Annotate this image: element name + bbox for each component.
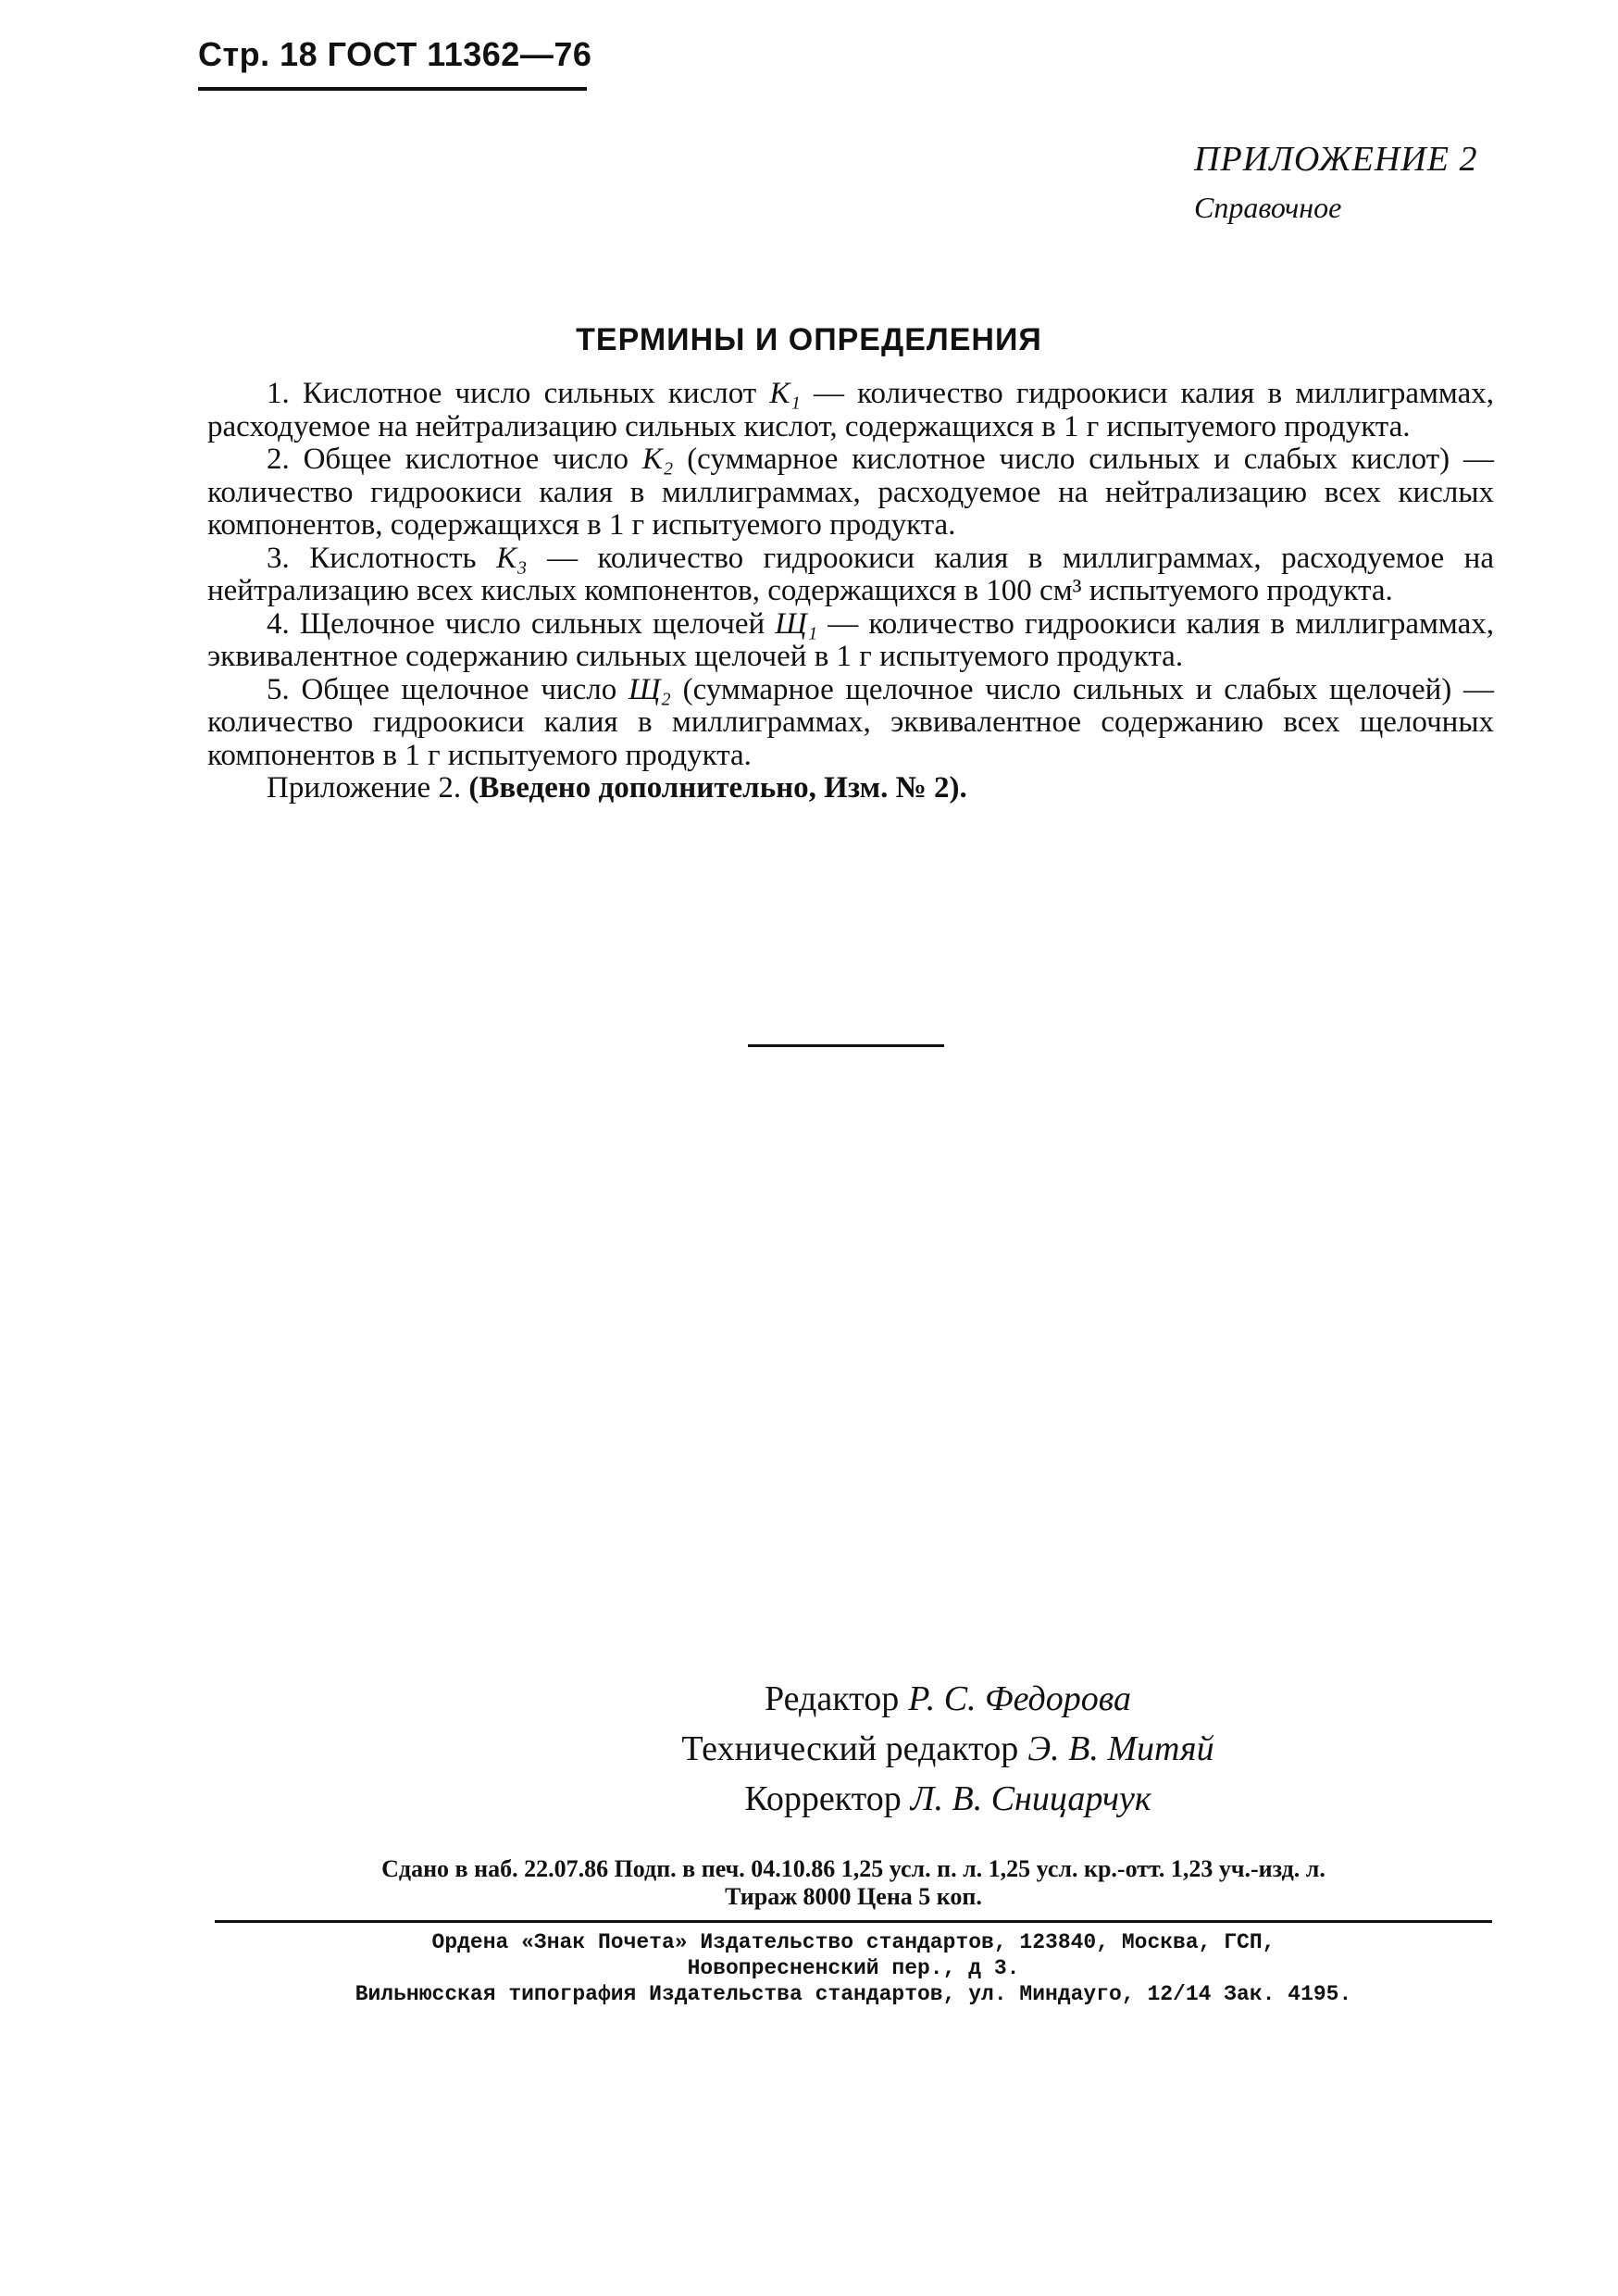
credit-person: Р. С. Федорова [908,1679,1131,1718]
term-lead: 5. Общее щелочное число [267,672,629,706]
imprint-rule [215,1920,1492,1923]
term-symbol: K₃ [496,541,528,575]
credit-person: Л. В. Сницарчук [910,1779,1151,1818]
header-rule [198,87,587,91]
term-item [207,674,1494,773]
term-text: — количество гидроокиси калия в миллиграммах, расходуемое на нейтрализацию сильных кислот, содержащихся в 1 г испытуемого продукта. [207,377,1494,443]
publisher-block [215,1929,1492,2007]
term-text: — количество гидроокиси калия в миллиграммах, эквивалентное содержанию сильных щелочей в 1 г испытуемого продукта. [207,606,1494,673]
publisher-line: Новопресненский пер., д 3. [687,1956,1020,1980]
credit-proofreader [0,1774,1618,1824]
credit-technical-editor [0,1724,1618,1774]
note-lead: Приложение 2. [267,771,469,805]
term-symbol: Щ₂ [628,672,671,706]
appendix-note [207,772,1494,805]
appendix-label: ПРИЛОЖЕНИЕ 2 [1194,140,1478,179]
credit-role: Редактор [765,1679,900,1718]
term-item [207,378,1494,443]
credit-person: Э. В. Митяй [1027,1729,1214,1768]
term-symbol: Щ₁ [775,606,818,641]
appendix-subtitle: Справочное [1194,191,1342,224]
imprint-line: Сдано в наб. 22.07.86 Подп. в печ. 04.10.86 1,25 усл. п. л. 1,25 усл. кр.-отт. 1,23 уч.-изд. л. [381,1855,1326,1882]
term-symbol: K₁ [769,377,801,410]
note-amendment: (Введено дополнительно, Изм. № 2). [468,771,967,805]
term-text: (суммарное щелочное число сильных и слабых щелочей) — количество гидроокиси калия в миллиграммах, эквивалентное содержанию всех щелочных компонентов в 1 г испытуемого продукта. [207,672,1494,772]
credit-role: Технический редактор [681,1729,1019,1768]
section-divider [748,1044,944,1047]
term-item [207,608,1494,674]
term-item [207,543,1494,608]
term-lead: 4. Щелочное число сильных щелочей [267,606,776,641]
term-symbol: K₂ [641,443,674,476]
credit-role: Корректор [744,1779,902,1818]
imprint-block [215,1855,1492,1911]
page-header: Стр. 18 ГОСТ 11362—76 [198,35,592,73]
publisher-line: Вильнюсская типография Издательства стандартов, ул. Миндауго, 12/14 Зак. 4195. [355,1982,1352,2006]
term-lead: 3. Кислотность [267,541,497,575]
publisher-line: Ордена «Знак Почета» Издательство стандартов, 123840, Москва, ГСП, [431,1930,1276,1954]
term-lead: 2. Общее кислотное число [267,443,642,476]
section-title: ТЕРМИНЫ И ОПРЕДЕЛЕНИЯ [576,322,1042,357]
credit-editor [0,1674,1618,1724]
credits-block [0,1674,1618,1824]
imprint-line: Тираж 8000 Цена 5 коп. [725,1883,982,1910]
term-lead: 1. Кислотное число сильных кислот [267,377,770,410]
term-text: (суммарное кислотное число сильных и слабых кислот) — количество гидроокиси калия в миллиграммах, расходуемое на нейтрализацию всех кислых компонентов, содержащихся в 1 г испытуемого продукта. [207,443,1494,542]
terms-list [207,378,1494,805]
term-item [207,443,1494,543]
term-text: — количество гидроокиси калия в миллиграммах, расходуемое на нейтрализацию всех кислых компонентов, содержащихся в 100 см³ испытуемого продукта. [207,541,1494,607]
